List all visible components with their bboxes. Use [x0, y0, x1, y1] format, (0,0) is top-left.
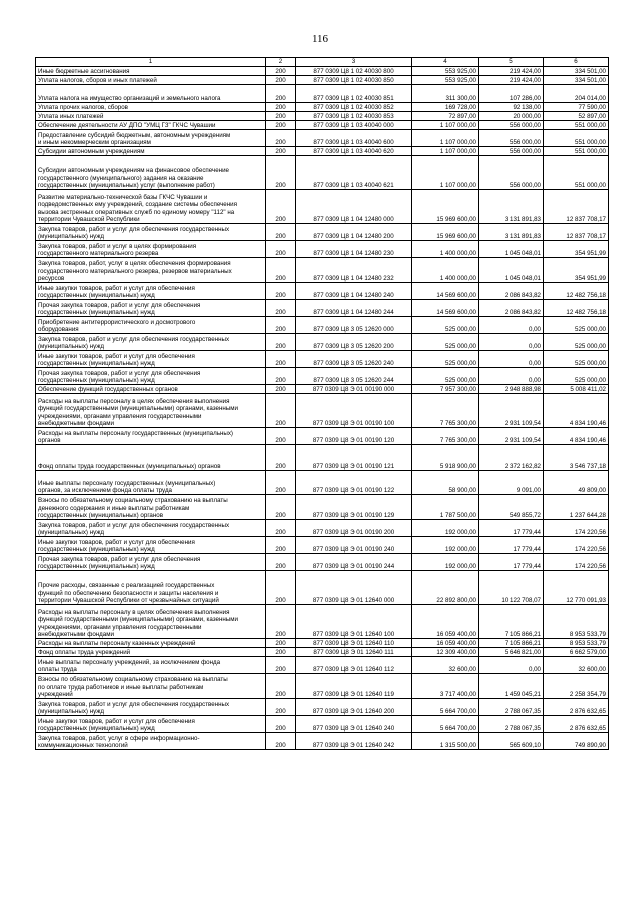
row-name-cell: Уплата налогов, сборов и иных платежей — [36, 76, 266, 85]
row-sub-cell: 200 — [266, 317, 296, 334]
row-sub-cell: 200 — [266, 121, 296, 130]
row-name-cell: Взносы по обязательному социальному страхованию на выплаты денежного содержания и иные выплаты работникам государственных (муниципальных) органов — [36, 495, 266, 520]
row-value-col4: 58 900,00 — [412, 471, 479, 495]
row-code-cell: 877 0309 Ц8 Э 01 12640 100 — [296, 605, 412, 639]
row-value-col6: 354 951,99 — [544, 258, 609, 283]
table-row — [36, 394, 609, 428]
row-name-cell: Закупка товаров, работ, услуг в сфере информационно- коммуникационных технологий — [36, 733, 266, 750]
row-name-cell: Иные бюджетные ассигнования — [36, 67, 266, 76]
row-value-col4: 311 300,00 — [412, 85, 479, 103]
row-name-cell: Закупка товаров, работ и услуг в целях формирования государственного материального резерва — [36, 241, 266, 258]
row-code-cell: 877 0309 Ц8 1 02 40030 850 — [296, 76, 412, 85]
row-value-col6: 12 837 708,17 — [544, 190, 609, 224]
row-value-col4: 15 969 600,00 — [412, 224, 479, 241]
row-sub-cell: 200 — [266, 716, 296, 733]
row-value-col6: 2 876 632,65 — [544, 716, 609, 733]
row-code-cell: 877 0309 Ц8 3 05 12620 200 — [296, 334, 412, 351]
row-value-col5: 0,00 — [479, 657, 544, 674]
table-row — [36, 495, 609, 520]
table-row — [36, 67, 609, 76]
row-value-col5: 219 424,00 — [479, 76, 544, 85]
table-row — [36, 554, 609, 571]
table-row — [36, 428, 609, 445]
table-row — [36, 317, 609, 334]
row-sub-cell: 200 — [266, 156, 296, 190]
row-sub-cell: 200 — [266, 520, 296, 537]
row-value-col5: 556 000,00 — [479, 121, 544, 130]
table-row — [36, 716, 609, 733]
row-code-cell: 877 0309 Ц8 Э 01 12640 110 — [296, 639, 412, 648]
row-value-col4: 5 664 700,00 — [412, 699, 479, 716]
table-body — [36, 58, 609, 750]
row-sub-cell: 200 — [266, 639, 296, 648]
table-row — [36, 351, 609, 368]
row-value-col6: 12 482 756,18 — [544, 283, 609, 300]
row-value-col5: 556 000,00 — [479, 147, 544, 156]
row-code-cell: 877 0309 Ц8 1 03 40040 600 — [296, 130, 412, 147]
row-value-col5: 20 000,00 — [479, 112, 544, 121]
row-value-col4: 1 400 000,00 — [412, 241, 479, 258]
row-sub-cell: 200 — [266, 76, 296, 85]
row-name-cell: Субсидии автономным учреждениям — [36, 147, 266, 156]
row-value-col6: 551 000,00 — [544, 156, 609, 190]
row-sub-cell: 200 — [266, 471, 296, 495]
row-value-col5: 2 948 888,98 — [479, 385, 544, 394]
row-code-cell: 877 0309 Ц8 1 04 12480 240 — [296, 283, 412, 300]
row-value-col6: 8 953 533,79 — [544, 605, 609, 639]
row-value-col6: 77 590,00 — [544, 103, 609, 112]
row-value-col4: 15 969 600,00 — [412, 190, 479, 224]
row-value-col4: 7 765 300,00 — [412, 428, 479, 445]
row-sub-cell: 200 — [266, 495, 296, 520]
row-value-col6: 6 662 579,00 — [544, 648, 609, 657]
row-sub-cell: 200 — [266, 147, 296, 156]
row-value-col6: 354 951,99 — [544, 241, 609, 258]
row-value-col6: 49 809,00 — [544, 471, 609, 495]
row-value-col4: 169 728,00 — [412, 103, 479, 112]
row-name-cell: Субсидии автономным учреждениям на финансовое обеспечение государственного (муниципального) задания на оказание государственных (муниципальных) услуг (выполнение работ) — [36, 156, 266, 190]
row-value-col4: 1 787 500,00 — [412, 495, 479, 520]
row-name-cell: Взносы по обязательному социальному страхованию на выплаты по оплате труда работников и иные выплаты работникам учреждений — [36, 674, 266, 699]
row-value-col5: 107 286,00 — [479, 85, 544, 103]
table-row — [36, 76, 609, 85]
row-value-col4: 14 569 600,00 — [412, 283, 479, 300]
row-code-cell: 877 0309 Ц8 1 04 12480 000 — [296, 190, 412, 224]
row-value-col6: 3 546 737,18 — [544, 445, 609, 471]
table-row — [36, 130, 609, 147]
row-code-cell: 877 0309 Ц8 1 02 40030 800 — [296, 67, 412, 76]
row-value-col4: 14 569 600,00 — [412, 300, 479, 317]
row-value-col5: 556 000,00 — [479, 130, 544, 147]
row-sub-cell: 200 — [266, 571, 296, 605]
row-sub-cell: 200 — [266, 334, 296, 351]
table-row — [36, 657, 609, 674]
row-value-col4: 1 315 500,00 — [412, 733, 479, 750]
row-value-col4: 3 717 400,00 — [412, 674, 479, 699]
table-row — [36, 471, 609, 495]
row-value-col6: 525 000,00 — [544, 351, 609, 368]
row-value-col6: 174 220,56 — [544, 520, 609, 537]
row-value-col5: 1 459 045,21 — [479, 674, 544, 699]
row-value-col5: 0,00 — [479, 351, 544, 368]
table-row — [36, 537, 609, 554]
row-value-col6: 12 482 756,18 — [544, 300, 609, 317]
row-code-cell: 877 0309 Ц8 Э 01 00190 121 — [296, 445, 412, 471]
row-value-col5: 1 045 048,01 — [479, 241, 544, 258]
row-code-cell: 877 0309 Ц8 Э 01 12640 240 — [296, 716, 412, 733]
row-value-col4: 16 059 400,00 — [412, 639, 479, 648]
column-header: 6 — [544, 58, 609, 67]
row-value-col5: 2 788 067,35 — [479, 699, 544, 716]
row-value-col4: 1 107 000,00 — [412, 130, 479, 147]
table-row — [36, 733, 609, 750]
row-value-col6: 52 897,00 — [544, 112, 609, 121]
row-name-cell: Приобретение антитеррористического и досмотрового оборудования — [36, 317, 266, 334]
row-name-cell: Предоставление субсидий бюджетным, автономным учреждениям и иным некоммерческим организациям — [36, 130, 266, 147]
row-code-cell: 877 0309 Ц8 Э 01 00190 200 — [296, 520, 412, 537]
table-row — [36, 258, 609, 283]
row-value-col6: 1 237 644,28 — [544, 495, 609, 520]
row-code-cell: 877 0309 Ц8 1 04 12480 232 — [296, 258, 412, 283]
column-header: 5 — [479, 58, 544, 67]
row-code-cell: 877 0309 Ц8 Э 01 12640 200 — [296, 699, 412, 716]
row-value-col6: 551 000,00 — [544, 147, 609, 156]
row-sub-cell: 200 — [266, 283, 296, 300]
row-value-col5: 17 779,44 — [479, 537, 544, 554]
table-row — [36, 190, 609, 224]
row-code-cell: 877 0309 Ц8 Э 01 12640 111 — [296, 648, 412, 657]
row-name-cell: Уплата налога на имущество организаций и земельного налога — [36, 85, 266, 103]
row-value-col4: 553 925,00 — [412, 67, 479, 76]
table-row — [36, 283, 609, 300]
row-value-col4: 1 107 000,00 — [412, 121, 479, 130]
row-sub-cell: 200 — [266, 351, 296, 368]
row-code-cell: 877 0309 Ц8 1 04 12480 244 — [296, 300, 412, 317]
row-sub-cell: 200 — [266, 190, 296, 224]
row-value-col6: 8 953 533,79 — [544, 639, 609, 648]
row-name-cell: Иные закупки товаров, работ и услуг для обеспечения государственных (муниципальных) нужд — [36, 351, 266, 368]
row-code-cell: 877 0309 Ц8 1 04 12480 200 — [296, 224, 412, 241]
row-name-cell: Расходы на выплаты персоналу в целях обеспечения выполнения функций государственными (муниципальными) органами, казенными учреждениями, органами управления государственными внебюджетными фондами — [36, 394, 266, 428]
row-code-cell: 877 0309 Ц8 Э 01 00190 000 — [296, 385, 412, 394]
row-code-cell: 877 0309 Ц8 1 03 40040 620 — [296, 147, 412, 156]
row-value-col6: 525 000,00 — [544, 334, 609, 351]
row-value-col4: 72 897,00 — [412, 112, 479, 121]
column-header: 3 — [296, 58, 412, 67]
row-name-cell: Прочие расходы, связанные с реализацией государственных функций по обеспечению безопасности и защиты населения и территории Чувашской Республики от чрезвычайных ситуаций — [36, 571, 266, 605]
table-row — [36, 699, 609, 716]
row-value-col6: 32 600,00 — [544, 657, 609, 674]
row-name-cell: Обеспечение функций государственных органов — [36, 385, 266, 394]
row-value-col6: 174 220,56 — [544, 554, 609, 571]
row-value-col6: 749 890,90 — [544, 733, 609, 750]
row-value-col5: 2 931 109,54 — [479, 428, 544, 445]
row-name-cell: Иные выплаты персоналу учреждений, за исключением фонда оплаты труда — [36, 657, 266, 674]
table-row — [36, 639, 609, 648]
row-value-col5: 2 788 067,35 — [479, 716, 544, 733]
row-value-col5: 5 646 821,00 — [479, 648, 544, 657]
table-row — [36, 648, 609, 657]
row-name-cell: Закупка товаров, работ и услуг для обеспечения государственных (муниципальных) нужд — [36, 224, 266, 241]
row-value-col6: 334 501,00 — [544, 67, 609, 76]
row-sub-cell: 200 — [266, 224, 296, 241]
row-value-col6: 4 834 190,46 — [544, 394, 609, 428]
row-value-col5: 10 122 708,07 — [479, 571, 544, 605]
row-sub-cell: 200 — [266, 130, 296, 147]
row-sub-cell: 200 — [266, 368, 296, 385]
row-value-col4: 525 000,00 — [412, 351, 479, 368]
row-value-col4: 32 600,00 — [412, 657, 479, 674]
row-name-cell: Иные закупки товаров, работ и услуг для обеспечения государственных (муниципальных) нужд — [36, 283, 266, 300]
row-sub-cell: 200 — [266, 554, 296, 571]
row-value-col6: 551 000,00 — [544, 130, 609, 147]
table-row — [36, 103, 609, 112]
row-code-cell: 877 0309 Ц8 Э 01 00190 244 — [296, 554, 412, 571]
table-row — [36, 121, 609, 130]
row-sub-cell: 200 — [266, 385, 296, 394]
page-number: 116 — [311, 33, 329, 45]
row-code-cell: 877 0309 Ц8 Э 01 00190 240 — [296, 537, 412, 554]
column-header: 2 — [266, 58, 296, 67]
row-value-col6: 551 000,00 — [544, 121, 609, 130]
row-sub-cell: 200 — [266, 85, 296, 103]
row-code-cell: 877 0309 Ц8 1 02 40030 853 — [296, 112, 412, 121]
row-value-col5: 556 000,00 — [479, 156, 544, 190]
row-value-col5: 219 424,00 — [479, 67, 544, 76]
table-header-row — [36, 58, 609, 67]
table-row — [36, 241, 609, 258]
row-value-col4: 1 107 000,00 — [412, 156, 479, 190]
column-header: 4 — [412, 58, 479, 67]
row-value-col5: 0,00 — [479, 334, 544, 351]
row-sub-cell: 200 — [266, 300, 296, 317]
row-value-col6: 174 220,56 — [544, 537, 609, 554]
row-value-col4: 525 000,00 — [412, 368, 479, 385]
row-name-cell: Обеспечение деятельности АУ ДПО "УМЦ ГЗ" ГКЧС Чувашии — [36, 121, 266, 130]
row-value-col4: 22 892 800,00 — [412, 571, 479, 605]
row-value-col5: 7 105 866,21 — [479, 605, 544, 639]
row-sub-cell: 200 — [266, 657, 296, 674]
row-value-col4: 525 000,00 — [412, 334, 479, 351]
row-value-col5: 2 931 109,54 — [479, 394, 544, 428]
row-value-col5: 565 609,10 — [479, 733, 544, 750]
row-value-col6: 2 258 354,79 — [544, 674, 609, 699]
row-code-cell: 877 0309 Ц8 3 05 12620 244 — [296, 368, 412, 385]
row-code-cell: 877 0309 Ц8 Э 01 00190 100 — [296, 394, 412, 428]
row-value-col5: 2 086 843,82 — [479, 283, 544, 300]
row-code-cell: 877 0309 Ц8 1 03 40040 621 — [296, 156, 412, 190]
table-row — [36, 112, 609, 121]
row-sub-cell: 200 — [266, 537, 296, 554]
row-code-cell: 877 0309 Ц8 1 02 40030 852 — [296, 103, 412, 112]
row-value-col5: 17 779,44 — [479, 520, 544, 537]
column-header: 1 — [36, 58, 266, 67]
row-sub-cell: 200 — [266, 67, 296, 76]
row-sub-cell: 200 — [266, 241, 296, 258]
row-sub-cell: 200 — [266, 394, 296, 428]
table-row — [36, 334, 609, 351]
row-value-col4: 7 957 300,00 — [412, 385, 479, 394]
row-code-cell: 877 0309 Ц8 1 04 12480 230 — [296, 241, 412, 258]
row-code-cell: 877 0309 Ц8 Э 01 12640 000 — [296, 571, 412, 605]
row-code-cell: 877 0309 Ц8 1 02 40030 851 — [296, 85, 412, 103]
row-name-cell: Фонд оплаты труда учреждений — [36, 648, 266, 657]
row-sub-cell: 200 — [266, 648, 296, 657]
row-value-col4: 5 918 900,00 — [412, 445, 479, 471]
row-value-col5: 92 138,00 — [479, 103, 544, 112]
row-name-cell: Закупка товаров, работ и услуг для обеспечения государственных (муниципальных) нужд — [36, 334, 266, 351]
row-code-cell: 877 0309 Ц8 Э 01 12640 119 — [296, 674, 412, 699]
row-name-cell: Фонд оплаты труда государственных (муниципальных) органов — [36, 445, 266, 471]
row-value-col6: 12 770 091,93 — [544, 571, 609, 605]
row-name-cell: Закупка товаров, работ и услуг для обеспечения государственных (муниципальных) нужд — [36, 699, 266, 716]
row-name-cell: Уплата иных платежей — [36, 112, 266, 121]
row-value-col4: 525 000,00 — [412, 317, 479, 334]
row-name-cell: Иные закупки товаров, работ и услуг для обеспечения государственных (муниципальных) нужд — [36, 716, 266, 733]
row-code-cell: 877 0309 Ц8 Э 01 12640 242 — [296, 733, 412, 750]
row-name-cell: Расходы на выплаты персоналу государственных (муниципальных) органов — [36, 428, 266, 445]
row-name-cell: Иные выплаты персоналу государственных (муниципальных) органов, за исключением фонда оплаты труда — [36, 471, 266, 495]
row-value-col4: 192 000,00 — [412, 520, 479, 537]
row-sub-cell: 200 — [266, 103, 296, 112]
row-value-col4: 7 765 300,00 — [412, 394, 479, 428]
row-value-col5: 2 086 843,82 — [479, 300, 544, 317]
row-sub-cell: 200 — [266, 605, 296, 639]
row-value-col5: 9 091,00 — [479, 471, 544, 495]
table-row — [36, 368, 609, 385]
row-code-cell: 877 0309 Ц8 1 03 40040 000 — [296, 121, 412, 130]
row-sub-cell: 200 — [266, 699, 296, 716]
table-row — [36, 571, 609, 605]
row-value-col6: 4 834 190,46 — [544, 428, 609, 445]
row-value-col5: 3 131 891,83 — [479, 190, 544, 224]
row-code-cell: 877 0309 Ц8 Э 01 00190 129 — [296, 495, 412, 520]
row-value-col4: 1 107 000,00 — [412, 147, 479, 156]
row-value-col5: 549 855,72 — [479, 495, 544, 520]
row-name-cell: Расходы на выплаты персоналу в целях обеспечения выполнения функций государственными (муниципальными) органами, казенными учреждениями, органами управления государственными внебюджетными фондами — [36, 605, 266, 639]
row-value-col6: 525 000,00 — [544, 368, 609, 385]
row-name-cell: Прочая закупка товаров, работ и услуг для обеспечения государственных (муниципальных) нужд — [36, 368, 266, 385]
table-row — [36, 385, 609, 394]
row-name-cell: Закупка товаров, работ и услуг для обеспечения государственных (муниципальных) нужд — [36, 520, 266, 537]
row-name-cell: Развитие материально-технической базы ГКЧС Чувашии и подведомственных ему учреждений, создание системы обеспечения вызова экстренных оперативных служб по единому номеру "112" на территории Чувашской Республики — [36, 190, 266, 224]
row-code-cell: 877 0309 Ц8 Э 01 12640 112 — [296, 657, 412, 674]
row-sub-cell: 200 — [266, 674, 296, 699]
table-row — [36, 156, 609, 190]
row-value-col5: 1 045 048,01 — [479, 258, 544, 283]
row-value-col4: 192 000,00 — [412, 537, 479, 554]
row-name-cell: Закупка товаров, работ, услуг в целях обеспечения формирования государственного материального резерва, резервов материальных ресурсов — [36, 258, 266, 283]
row-sub-cell: 200 — [266, 112, 296, 121]
row-value-col4: 553 925,00 — [412, 76, 479, 85]
row-sub-cell: 200 — [266, 733, 296, 750]
row-code-cell: 877 0309 Ц8 3 05 12620 240 — [296, 351, 412, 368]
table-row — [36, 520, 609, 537]
row-name-cell: Иные закупки товаров, работ и услуг для обеспечения государственных (муниципальных) нужд — [36, 537, 266, 554]
row-value-col4: 12 309 400,00 — [412, 648, 479, 657]
table-row — [36, 300, 609, 317]
row-code-cell: 877 0309 Ц8 3 05 12620 000 — [296, 317, 412, 334]
row-value-col5: 3 131 891,83 — [479, 224, 544, 241]
table-row — [36, 224, 609, 241]
budget-table — [35, 57, 609, 750]
table-row — [36, 445, 609, 471]
row-value-col4: 16 059 400,00 — [412, 605, 479, 639]
row-value-col6: 525 000,00 — [544, 317, 609, 334]
row-value-col4: 5 664 700,00 — [412, 716, 479, 733]
table-row — [36, 605, 609, 639]
row-value-col5: 2 372 162,82 — [479, 445, 544, 471]
row-code-cell: 877 0309 Ц8 Э 01 00190 122 — [296, 471, 412, 495]
row-value-col5: 7 105 866,21 — [479, 639, 544, 648]
row-value-col6: 204 014,00 — [544, 85, 609, 103]
row-sub-cell: 200 — [266, 258, 296, 283]
row-name-cell: Уплата прочих налогов, сборов — [36, 103, 266, 112]
row-value-col4: 192 000,00 — [412, 554, 479, 571]
row-value-col6: 12 837 708,17 — [544, 224, 609, 241]
row-name-cell: Прочая закупка товаров, работ и услуг для обеспечения государственных (муниципальных) нужд — [36, 554, 266, 571]
row-name-cell: Прочая закупка товаров, работ и услуг для обеспечения государственных (муниципальных) нужд — [36, 300, 266, 317]
row-code-cell: 877 0309 Ц8 Э 01 00190 120 — [296, 428, 412, 445]
row-value-col6: 2 876 632,65 — [544, 699, 609, 716]
table-row — [36, 674, 609, 699]
row-value-col5: 17 779,44 — [479, 554, 544, 571]
row-value-col4: 1 400 000,00 — [412, 258, 479, 283]
table-row — [36, 85, 609, 103]
row-value-col6: 5 008 411,02 — [544, 385, 609, 394]
row-sub-cell: 200 — [266, 428, 296, 445]
row-sub-cell: 200 — [266, 445, 296, 471]
row-name-cell: Расходы на выплаты персоналу казенных учреждений — [36, 639, 266, 648]
row-value-col6: 334 501,00 — [544, 76, 609, 85]
table-row — [36, 147, 609, 156]
row-value-col5: 0,00 — [479, 317, 544, 334]
row-value-col5: 0,00 — [479, 368, 544, 385]
